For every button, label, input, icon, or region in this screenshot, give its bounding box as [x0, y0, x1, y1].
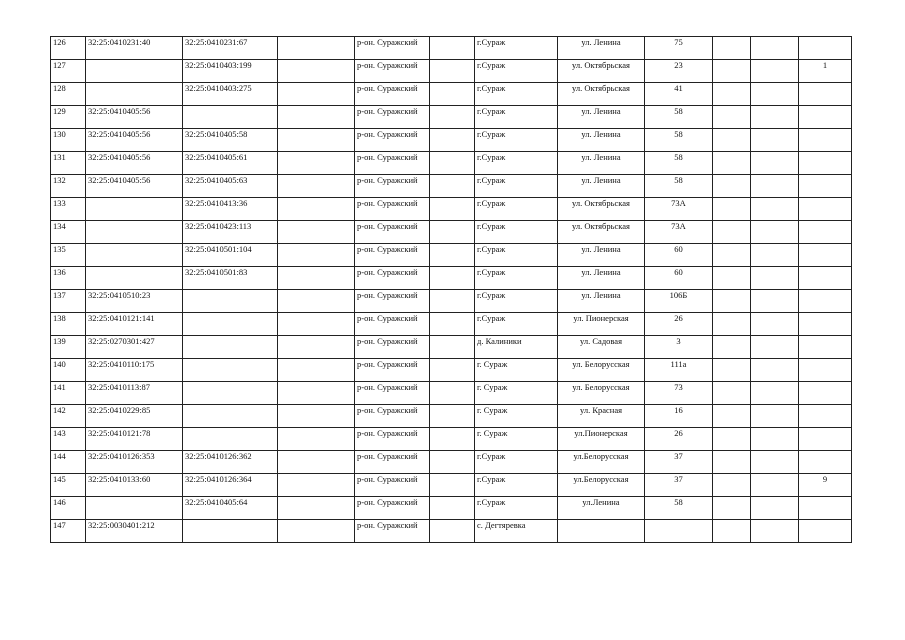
extra-cell	[751, 37, 799, 60]
street-cell: ул. Белорусская	[558, 359, 645, 382]
extra-cell	[713, 290, 751, 313]
extra-cell	[751, 290, 799, 313]
cadastral-number-cell: 32:25:0410229:85	[86, 405, 183, 428]
blank-cell	[278, 428, 355, 451]
house-number-cell: 23	[645, 60, 713, 83]
extra-cell	[751, 198, 799, 221]
quantity-cell	[799, 152, 852, 175]
locality-cell: г.Сураж	[475, 244, 558, 267]
cadastral-number-cell: 32:25:0410110:175	[86, 359, 183, 382]
extra-cell	[751, 359, 799, 382]
street-cell: ул. Ленина	[558, 290, 645, 313]
table-row	[51, 106, 852, 129]
extra-cell	[713, 267, 751, 290]
street-cell: ул.Ленина	[558, 497, 645, 520]
extra-cell	[713, 405, 751, 428]
street-cell	[558, 520, 645, 543]
related-cadastral-number-cell: 32:25:0410501:104	[183, 244, 278, 267]
district-cell: р-он. Суражский	[355, 83, 430, 106]
street-cell: ул. Ленина	[558, 152, 645, 175]
blank-cell	[430, 290, 475, 313]
house-number-cell: 3	[645, 336, 713, 359]
row-number-cell: 131	[51, 152, 86, 175]
quantity-cell	[799, 290, 852, 313]
quantity-cell	[799, 451, 852, 474]
blank-cell	[430, 336, 475, 359]
cadastral-number-cell	[86, 497, 183, 520]
quantity-cell	[799, 313, 852, 336]
street-cell: ул. Ленина	[558, 37, 645, 60]
district-cell: р-он. Суражский	[355, 405, 430, 428]
locality-cell: г.Сураж	[475, 106, 558, 129]
street-cell: ул. Ленина	[558, 244, 645, 267]
blank-cell	[430, 221, 475, 244]
locality-cell: г.Сураж	[475, 221, 558, 244]
locality-cell: г. Сураж	[475, 405, 558, 428]
district-cell: р-он. Суражский	[355, 60, 430, 83]
blank-cell	[430, 83, 475, 106]
blank-cell	[278, 129, 355, 152]
house-number-cell: 41	[645, 83, 713, 106]
extra-cell	[751, 382, 799, 405]
district-cell: р-он. Суражский	[355, 129, 430, 152]
quantity-cell: 1	[799, 60, 852, 83]
table-row	[51, 129, 852, 152]
quantity-cell	[799, 129, 852, 152]
extra-cell	[713, 221, 751, 244]
table-row	[51, 497, 852, 520]
row-number-cell: 132	[51, 175, 86, 198]
related-cadastral-number-cell: 32:25:0410405:61	[183, 152, 278, 175]
blank-cell	[430, 497, 475, 520]
locality-cell: г.Сураж	[475, 60, 558, 83]
table-row	[51, 359, 852, 382]
house-number-cell: 58	[645, 106, 713, 129]
quantity-cell	[799, 267, 852, 290]
related-cadastral-number-cell	[183, 405, 278, 428]
extra-cell	[751, 405, 799, 428]
blank-cell	[278, 336, 355, 359]
extra-cell	[713, 474, 751, 497]
extra-cell	[713, 336, 751, 359]
extra-cell	[751, 60, 799, 83]
house-number-cell: 37	[645, 451, 713, 474]
extra-cell	[713, 359, 751, 382]
table-body	[51, 37, 852, 543]
street-cell: ул. Октябрьская	[558, 221, 645, 244]
district-cell: р-он. Суражский	[355, 451, 430, 474]
extra-cell	[751, 106, 799, 129]
cadastral-number-cell: 32:25:0030401:212	[86, 520, 183, 543]
table-row	[51, 382, 852, 405]
cadastral-number-cell: 32:25:0410405:56	[86, 152, 183, 175]
street-cell: ул. Красная	[558, 405, 645, 428]
house-number-cell: 37	[645, 474, 713, 497]
district-cell: р-он. Суражский	[355, 336, 430, 359]
house-number-cell: 58	[645, 497, 713, 520]
blank-cell	[430, 175, 475, 198]
district-cell: р-он. Суражский	[355, 221, 430, 244]
extra-cell	[713, 37, 751, 60]
district-cell: р-он. Суражский	[355, 290, 430, 313]
cadastral-number-cell	[86, 244, 183, 267]
related-cadastral-number-cell	[183, 359, 278, 382]
table-row	[51, 428, 852, 451]
quantity-cell	[799, 106, 852, 129]
house-number-cell: 16	[645, 405, 713, 428]
quantity-cell	[799, 244, 852, 267]
extra-cell	[713, 106, 751, 129]
street-cell: ул.Пионерская	[558, 428, 645, 451]
locality-cell: г.Сураж	[475, 129, 558, 152]
extra-cell	[713, 175, 751, 198]
row-number-cell: 128	[51, 83, 86, 106]
related-cadastral-number-cell: 32:25:0410405:63	[183, 175, 278, 198]
related-cadastral-number-cell	[183, 428, 278, 451]
blank-cell	[430, 451, 475, 474]
locality-cell: г.Сураж	[475, 198, 558, 221]
extra-cell	[751, 520, 799, 543]
house-number-cell: 58	[645, 175, 713, 198]
street-cell: ул. Октябрьская	[558, 83, 645, 106]
blank-cell	[278, 451, 355, 474]
table-row	[51, 336, 852, 359]
blank-cell	[278, 359, 355, 382]
house-number-cell	[645, 520, 713, 543]
street-cell: ул. Пионерская	[558, 313, 645, 336]
table-row	[51, 313, 852, 336]
house-number-cell: 73	[645, 382, 713, 405]
extra-cell	[713, 382, 751, 405]
table-row	[51, 520, 852, 543]
locality-cell: г.Сураж	[475, 152, 558, 175]
locality-cell: г.Сураж	[475, 175, 558, 198]
blank-cell	[430, 244, 475, 267]
district-cell: р-он. Суражский	[355, 175, 430, 198]
extra-cell	[751, 497, 799, 520]
related-cadastral-number-cell: 32:25:0410423:113	[183, 221, 278, 244]
row-number-cell: 141	[51, 382, 86, 405]
house-number-cell: 106Б	[645, 290, 713, 313]
locality-cell: г.Сураж	[475, 267, 558, 290]
locality-cell: г. Сураж	[475, 382, 558, 405]
district-cell: р-он. Суражский	[355, 198, 430, 221]
street-cell: ул. Садовая	[558, 336, 645, 359]
cadastral-number-cell: 32:25:0410405:56	[86, 175, 183, 198]
locality-cell: г. Сураж	[475, 359, 558, 382]
extra-cell	[713, 83, 751, 106]
related-cadastral-number-cell: 32:25:0410403:275	[183, 83, 278, 106]
blank-cell	[430, 313, 475, 336]
locality-cell: г.Сураж	[475, 290, 558, 313]
cadastral-number-cell: 32:25:0270301:427	[86, 336, 183, 359]
extra-cell	[713, 451, 751, 474]
row-number-cell: 146	[51, 497, 86, 520]
blank-cell	[278, 60, 355, 83]
table-row	[51, 267, 852, 290]
district-cell: р-он. Суражский	[355, 520, 430, 543]
table-row	[51, 221, 852, 244]
house-number-cell: 111а	[645, 359, 713, 382]
quantity-cell	[799, 428, 852, 451]
house-number-cell: 60	[645, 244, 713, 267]
cadastral-number-cell: 32:25:0410126:353	[86, 451, 183, 474]
row-number-cell: 145	[51, 474, 86, 497]
table-row	[51, 83, 852, 106]
blank-cell	[278, 37, 355, 60]
cadastral-number-cell	[86, 198, 183, 221]
row-number-cell: 126	[51, 37, 86, 60]
extra-cell	[751, 175, 799, 198]
extra-cell	[751, 336, 799, 359]
registry-table	[50, 36, 852, 543]
district-cell: р-он. Суражский	[355, 244, 430, 267]
row-number-cell: 136	[51, 267, 86, 290]
quantity-cell	[799, 497, 852, 520]
house-number-cell: 73А	[645, 198, 713, 221]
house-number-cell: 26	[645, 428, 713, 451]
blank-cell	[430, 152, 475, 175]
cadastral-number-cell: 32:25:0410405:56	[86, 129, 183, 152]
blank-cell	[278, 267, 355, 290]
related-cadastral-number-cell	[183, 106, 278, 129]
row-number-cell: 130	[51, 129, 86, 152]
extra-cell	[713, 520, 751, 543]
row-number-cell: 135	[51, 244, 86, 267]
district-cell: р-он. Суражский	[355, 313, 430, 336]
related-cadastral-number-cell	[183, 336, 278, 359]
related-cadastral-number-cell	[183, 313, 278, 336]
row-number-cell: 133	[51, 198, 86, 221]
extra-cell	[751, 129, 799, 152]
table-row	[51, 451, 852, 474]
table-row	[51, 37, 852, 60]
related-cadastral-number-cell: 32:25:0410403:199	[183, 60, 278, 83]
cadastral-number-cell: 32:25:0410231:40	[86, 37, 183, 60]
locality-cell: д. Калиники	[475, 336, 558, 359]
district-cell: р-он. Суражский	[355, 428, 430, 451]
extra-cell	[751, 83, 799, 106]
related-cadastral-number-cell	[183, 382, 278, 405]
quantity-cell	[799, 520, 852, 543]
locality-cell: г.Сураж	[475, 313, 558, 336]
related-cadastral-number-cell: 32:25:0410126:364	[183, 474, 278, 497]
cadastral-number-cell	[86, 267, 183, 290]
cadastral-number-cell	[86, 83, 183, 106]
district-cell: р-он. Суражский	[355, 474, 430, 497]
extra-cell	[751, 244, 799, 267]
cadastral-number-cell: 32:25:0410405:56	[86, 106, 183, 129]
blank-cell	[430, 382, 475, 405]
district-cell: р-он. Суражский	[355, 37, 430, 60]
street-cell: ул. Ленина	[558, 106, 645, 129]
row-number-cell: 137	[51, 290, 86, 313]
street-cell: ул. Октябрьская	[558, 198, 645, 221]
blank-cell	[278, 152, 355, 175]
district-cell: р-он. Суражский	[355, 359, 430, 382]
blank-cell	[278, 244, 355, 267]
blank-cell	[430, 474, 475, 497]
blank-cell	[430, 37, 475, 60]
quantity-cell	[799, 336, 852, 359]
street-cell: ул. Октябрьская	[558, 60, 645, 83]
blank-cell	[278, 497, 355, 520]
related-cadastral-number-cell: 32:25:0410405:58	[183, 129, 278, 152]
locality-cell: г.Сураж	[475, 83, 558, 106]
extra-cell	[713, 198, 751, 221]
extra-cell	[713, 152, 751, 175]
related-cadastral-number-cell: 32:25:0410126:362	[183, 451, 278, 474]
quantity-cell	[799, 175, 852, 198]
house-number-cell: 75	[645, 37, 713, 60]
extra-cell	[751, 451, 799, 474]
row-number-cell: 139	[51, 336, 86, 359]
house-number-cell: 26	[645, 313, 713, 336]
related-cadastral-number-cell: 32:25:0410501:83	[183, 267, 278, 290]
row-number-cell: 140	[51, 359, 86, 382]
cadastral-number-cell: 32:25:0410510:23	[86, 290, 183, 313]
blank-cell	[430, 428, 475, 451]
table-row	[51, 60, 852, 83]
quantity-cell	[799, 382, 852, 405]
row-number-cell: 142	[51, 405, 86, 428]
cadastral-number-cell	[86, 60, 183, 83]
table-row	[51, 198, 852, 221]
street-cell: ул. Ленина	[558, 267, 645, 290]
house-number-cell: 58	[645, 129, 713, 152]
blank-cell	[278, 474, 355, 497]
blank-cell	[278, 83, 355, 106]
row-number-cell: 143	[51, 428, 86, 451]
extra-cell	[713, 428, 751, 451]
row-number-cell: 144	[51, 451, 86, 474]
blank-cell	[430, 60, 475, 83]
blank-cell	[278, 198, 355, 221]
extra-cell	[713, 60, 751, 83]
cadastral-number-cell: 32:25:0410121:78	[86, 428, 183, 451]
street-cell: ул.Белорусская	[558, 474, 645, 497]
quantity-cell	[799, 221, 852, 244]
blank-cell	[278, 290, 355, 313]
cadastral-number-cell: 32:25:0410133:60	[86, 474, 183, 497]
locality-cell: г.Сураж	[475, 474, 558, 497]
extra-cell	[751, 474, 799, 497]
cadastral-number-cell: 32:25:0410121:141	[86, 313, 183, 336]
related-cadastral-number-cell: 32:25:0410405:64	[183, 497, 278, 520]
row-number-cell: 129	[51, 106, 86, 129]
table-row	[51, 474, 852, 497]
district-cell: р-он. Суражский	[355, 382, 430, 405]
extra-cell	[713, 129, 751, 152]
quantity-cell	[799, 405, 852, 428]
quantity-cell	[799, 359, 852, 382]
blank-cell	[278, 175, 355, 198]
extra-cell	[713, 244, 751, 267]
blank-cell	[278, 405, 355, 428]
row-number-cell: 138	[51, 313, 86, 336]
district-cell: р-он. Суражский	[355, 497, 430, 520]
extra-cell	[751, 428, 799, 451]
street-cell: ул. Ленина	[558, 129, 645, 152]
locality-cell: г.Сураж	[475, 451, 558, 474]
table-row	[51, 175, 852, 198]
blank-cell	[278, 106, 355, 129]
blank-cell	[430, 106, 475, 129]
blank-cell	[430, 405, 475, 428]
quantity-cell	[799, 37, 852, 60]
quantity-cell	[799, 83, 852, 106]
blank-cell	[430, 267, 475, 290]
blank-cell	[278, 382, 355, 405]
blank-cell	[430, 198, 475, 221]
table-row	[51, 244, 852, 267]
row-number-cell: 127	[51, 60, 86, 83]
extra-cell	[713, 313, 751, 336]
street-cell: ул. Белорусская	[558, 382, 645, 405]
related-cadastral-number-cell	[183, 520, 278, 543]
row-number-cell: 147	[51, 520, 86, 543]
related-cadastral-number-cell	[183, 290, 278, 313]
quantity-cell: 9	[799, 474, 852, 497]
street-cell: ул.Белорусская	[558, 451, 645, 474]
row-number-cell: 134	[51, 221, 86, 244]
extra-cell	[751, 313, 799, 336]
table-row	[51, 290, 852, 313]
extra-cell	[751, 267, 799, 290]
quantity-cell	[799, 198, 852, 221]
blank-cell	[430, 129, 475, 152]
extra-cell	[751, 152, 799, 175]
related-cadastral-number-cell: 32:25:0410413:36	[183, 198, 278, 221]
district-cell: р-он. Суражский	[355, 152, 430, 175]
extra-cell	[751, 221, 799, 244]
house-number-cell: 73А	[645, 221, 713, 244]
cadastral-number-cell: 32:25:0410113:87	[86, 382, 183, 405]
cadastral-number-cell	[86, 221, 183, 244]
blank-cell	[278, 520, 355, 543]
table-row	[51, 405, 852, 428]
related-cadastral-number-cell: 32:25:0410231:67	[183, 37, 278, 60]
locality-cell: с. Дегтяревка	[475, 520, 558, 543]
locality-cell: г.Сураж	[475, 37, 558, 60]
blank-cell	[430, 359, 475, 382]
locality-cell: г.Сураж	[475, 497, 558, 520]
blank-cell	[278, 313, 355, 336]
locality-cell: г. Сураж	[475, 428, 558, 451]
district-cell: р-он. Суражский	[355, 267, 430, 290]
table-row	[51, 152, 852, 175]
blank-cell	[430, 520, 475, 543]
blank-cell	[278, 221, 355, 244]
street-cell: ул. Ленина	[558, 175, 645, 198]
extra-cell	[713, 497, 751, 520]
district-cell: р-он. Суражский	[355, 106, 430, 129]
house-number-cell: 58	[645, 152, 713, 175]
house-number-cell: 60	[645, 267, 713, 290]
